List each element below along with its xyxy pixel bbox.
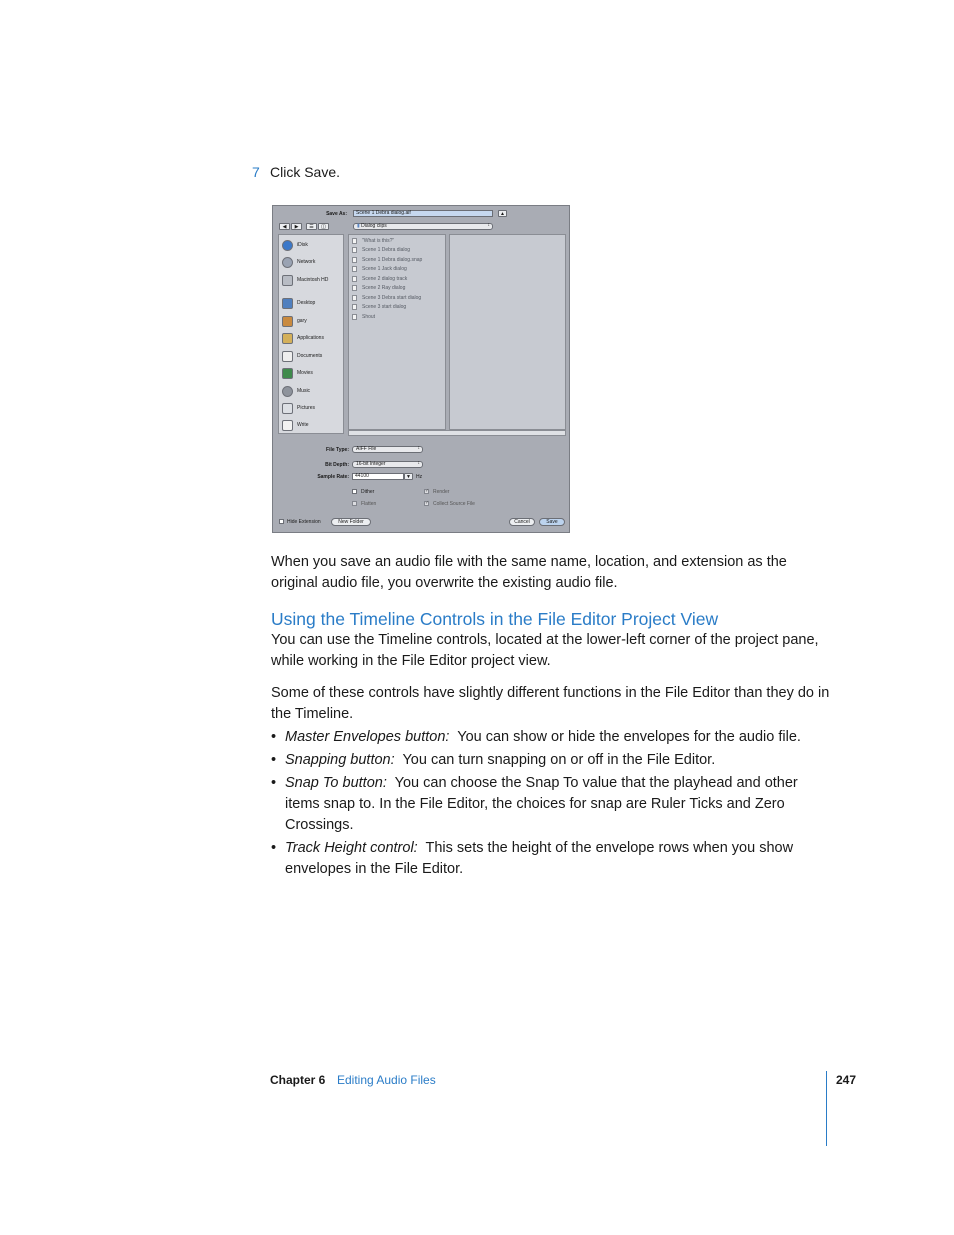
file-item[interactable]: Scene 3 Debra start dialog (352, 293, 421, 302)
file-item[interactable]: Scene 1 Jack dialog (352, 264, 407, 273)
page-number: 247 (836, 1073, 857, 1087)
list-view-icon: ☰ (309, 224, 314, 230)
footer-chapter-title: Editing Audio Files (337, 1073, 436, 1087)
file-item[interactable]: Scene 1 Debra dialog (352, 245, 410, 254)
sample-rate-field[interactable]: 44100 (352, 473, 404, 480)
applications-icon (282, 333, 293, 344)
list-item: • Track Height control: This sets the height of the envelope rows when you show envelopes in the File Editor. (271, 838, 831, 880)
document-icon (352, 314, 357, 320)
network-icon (282, 257, 293, 268)
file-item[interactable]: "What is this?" (352, 236, 394, 245)
sidebar-item-documents[interactable]: Documents (282, 350, 322, 362)
step-number: 7 (252, 164, 260, 180)
collect-source-checkbox[interactable] (424, 501, 429, 506)
sidebar-item-desktop[interactable]: Desktop (282, 297, 315, 309)
hard-drive-icon (282, 275, 293, 286)
sidebar-item-idisk[interactable]: iDisk (282, 239, 308, 251)
sidebar (278, 234, 344, 434)
checkmark-icon: ✓ (425, 488, 430, 494)
home-icon (282, 316, 293, 327)
triangle-up-icon: ▲ (500, 211, 505, 217)
back-button[interactable] (279, 223, 290, 230)
column-view-icon: ◫ (321, 224, 326, 230)
save-as-field[interactable]: Scene 1 Debra dialog.aif (353, 210, 493, 217)
flatten-label: Flatten (361, 501, 377, 507)
file-item[interactable]: Scene 3 start dialog (352, 302, 406, 311)
sidebar-item-pictures[interactable]: Pictures (282, 402, 315, 414)
column-view-button[interactable] (318, 223, 329, 230)
sidebar-item-movies[interactable]: Movies (282, 367, 313, 379)
new-folder-button[interactable]: New Folder (331, 518, 371, 526)
save-button[interactable]: Save (539, 518, 565, 526)
sidebar-item-network[interactable]: Network (282, 256, 315, 268)
list-view-button[interactable] (306, 223, 317, 230)
collect-source-label: Collect Source File (433, 501, 475, 507)
document-icon (352, 247, 357, 253)
list-item: • Master Envelopes button: You can show or hide the envelopes for the audio file. (271, 727, 831, 748)
paragraph-differences: Some of these controls have slightly different functions in the File Editor than they do in the Timeline. (271, 685, 830, 722)
dither-label: Dither (361, 489, 375, 495)
chevron-down-icon: ▼ (406, 474, 411, 480)
document-icon (352, 238, 357, 244)
idisk-icon (282, 240, 293, 251)
paragraph-overwrite: When you save an audio file with the same name, location, and extension as the original audio file, you overwrite the existing audio file. (271, 554, 787, 591)
file-item[interactable]: Shout (352, 312, 375, 321)
desktop-icon (282, 298, 293, 309)
file-column[interactable] (348, 234, 446, 430)
file-type-popup[interactable]: AIFF File ↕ (352, 446, 423, 453)
checkmark-icon: ✓ (425, 500, 430, 506)
save-as-label: Save As: (326, 211, 347, 217)
pictures-icon (282, 403, 293, 414)
sidebar-item-macintosh-hd[interactable]: Macintosh HD (282, 274, 328, 286)
flatten-checkbox[interactable] (352, 501, 357, 506)
list-item: • Snapping button: You can turn snapping on or off in the File Editor. (271, 750, 831, 771)
list-item: • Snap To button: You can choose the Snap To value that the playhead and other items snap to. In the File Editor, the choices for snap are Ruler Ticks and Zero Crossings. (271, 773, 831, 836)
folder-icon: ▮ (357, 223, 360, 229)
location-popup[interactable] (353, 223, 493, 230)
document-icon (352, 257, 357, 263)
back-arrow-icon: ◀ (282, 224, 287, 230)
forward-arrow-icon: ▶ (294, 224, 299, 230)
file-item[interactable]: Scene 2 dialog track (352, 274, 407, 283)
horizontal-scrollbar[interactable] (348, 430, 566, 436)
hide-extension-label: Hide Extension (287, 519, 321, 525)
footer-chapter: Chapter 6 (270, 1073, 326, 1087)
render-label: Render (433, 489, 450, 495)
document-icon (352, 276, 357, 282)
cancel-button[interactable]: Cancel (509, 518, 535, 526)
bit-depth-popup[interactable]: 16-bit Integer ↕ (352, 461, 423, 468)
controls-list (271, 727, 831, 882)
step-text: Click Save. (270, 164, 341, 180)
sidebar-item-applications[interactable]: Applications (282, 332, 324, 344)
sidebar-item-write[interactable]: Write (282, 419, 309, 431)
file-item[interactable]: Scene 1 Debra dialog.snap (352, 255, 422, 264)
expand-toggle[interactable] (498, 210, 507, 217)
bit-depth-label: Bit Depth: (325, 462, 349, 468)
document-icon (352, 285, 357, 291)
forward-button[interactable] (291, 223, 302, 230)
movies-icon (282, 368, 293, 379)
section-heading: Using the Timeline Controls in the File Editor Project View (271, 609, 719, 629)
preview-column[interactable] (449, 234, 566, 430)
hide-extension-checkbox[interactable] (279, 519, 284, 524)
dither-checkbox[interactable] (352, 489, 357, 494)
sidebar-item-gary[interactable]: gary (282, 315, 307, 327)
music-icon (282, 386, 293, 397)
documents-icon (282, 351, 293, 362)
sample-rate-unit: Hz (416, 474, 423, 480)
file-type-label: File Type: (326, 447, 349, 453)
document-icon (352, 304, 357, 310)
document-icon (352, 295, 357, 301)
step-7 (252, 164, 340, 180)
footer-divider (826, 1071, 827, 1146)
render-checkbox[interactable] (424, 489, 429, 494)
sample-rate-menu[interactable] (404, 473, 413, 480)
location-popup-label: Dialog clips (361, 223, 387, 229)
sample-rate-label: Sample Rate: (317, 474, 349, 480)
save-dialog-screenshot (272, 205, 570, 533)
paragraph-timeline-controls: You can use the Timeline controls, located at the lower-left corner of the project pane, while working in the File Editor project view. (271, 632, 819, 669)
sidebar-item-music[interactable]: Music (282, 385, 310, 397)
document-icon (352, 266, 357, 272)
file-item[interactable]: Scene 2 Ray dialog (352, 283, 405, 292)
write-icon (282, 420, 293, 431)
